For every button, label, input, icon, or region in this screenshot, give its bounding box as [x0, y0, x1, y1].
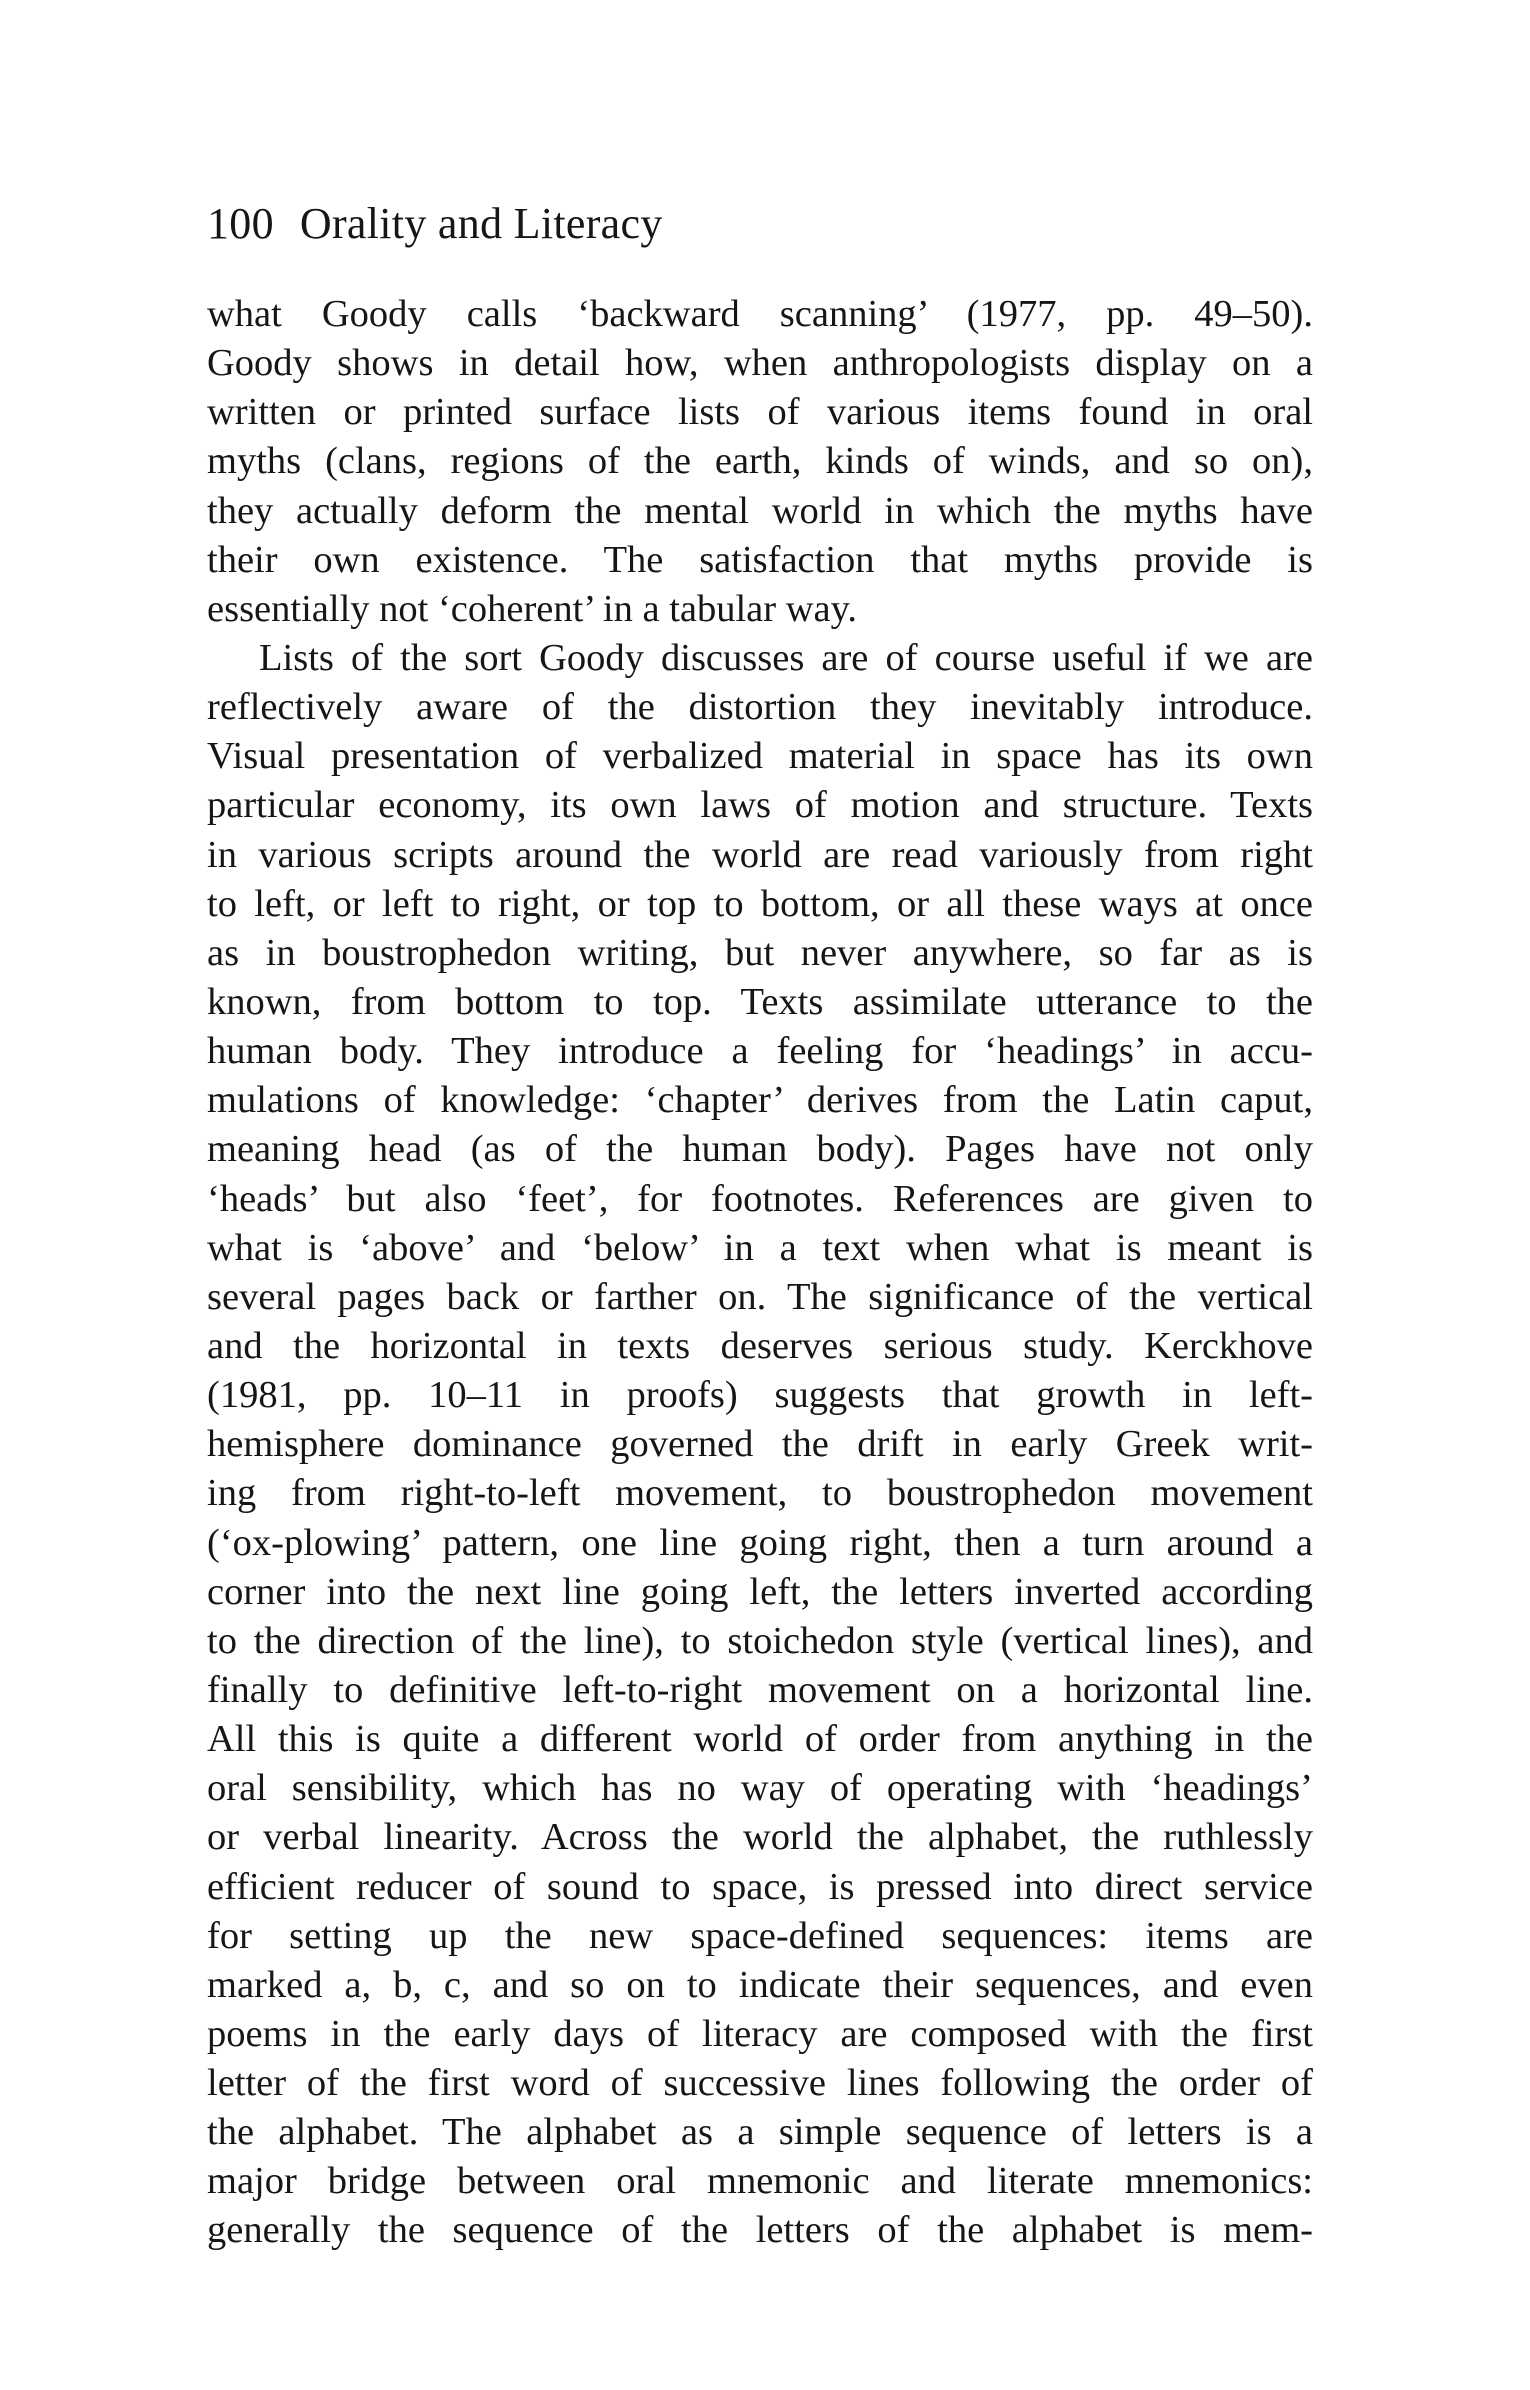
text-line: corner into the next line going left, the letters inverted according [207, 1570, 1313, 1613]
text-line: and the horizontal in texts deserves serious study. Kerckhove [207, 1324, 1313, 1367]
text-line: ‘heads’ but also ‘feet’, for footnotes. References are given to [207, 1177, 1313, 1220]
text-line: letter of the first word of successive lines following the order of [207, 2062, 1313, 2105]
text-line: finally to definitive left-to-right movement on a horizontal line. [207, 1668, 1313, 1711]
text-line: to left, or left to right, or top to bottom, or all these ways at once [207, 882, 1313, 925]
text-line: poems in the early days of literacy are composed with the first [207, 2012, 1313, 2055]
text-line: marked a, b, c, and so on to indicate their sequences, and even [207, 1963, 1313, 2006]
text-line: particular economy, its own laws of motion and structure. Texts [207, 784, 1313, 827]
text-line: their own existence. The satisfaction that myths provide is [207, 538, 1313, 581]
text-line: generally the sequence of the letters of the alphabet is mem- [207, 2209, 1313, 2252]
text-line: to the direction of the line), to stoichedon style (vertical lines), and [207, 1619, 1313, 1662]
text-line: what Goody calls ‘backward scanning’ (1977, pp. 49–50). [207, 293, 1313, 335]
text-line: human body. They introduce a feeling for ‘headings’ in accu- [207, 1030, 1313, 1073]
text-line: for setting up the new space-defined sequences: items are [207, 1914, 1313, 1957]
text-line: (1981, pp. 10–11 in proofs) suggests that growth in left- [207, 1374, 1313, 1417]
text-line: meaning head (as of the human body). Pages have not only [207, 1128, 1313, 1171]
text-line: Goody shows in detail how, when anthropologists display on a [207, 342, 1313, 385]
page-number: 100 [207, 199, 274, 248]
text-line: Visual presentation of verbalized material in space has its own [207, 735, 1313, 778]
running-head [207, 196, 663, 252]
paragraph [207, 634, 1313, 2256]
text-line: they actually deform the mental world in which the myths have [207, 489, 1313, 532]
text-line: mulations of knowledge: ‘chapter’ derives from the Latin caput, [207, 1079, 1313, 1122]
paragraph [207, 290, 1313, 634]
text-line: Lists of the sort Goody discusses are of course useful if we are [259, 636, 1313, 679]
text-line: major bridge between oral mnemonic and literate mnemonics: [207, 2160, 1313, 2203]
body-text [207, 290, 1313, 2256]
text-line: written or printed surface lists of various items found in oral [207, 391, 1313, 434]
text-line: known, from bottom to top. Texts assimilate utterance to the [207, 980, 1313, 1023]
text-line: oral sensibility, which has no way of operating with ‘headings’ [207, 1767, 1313, 1810]
text-line: or verbal linearity. Across the world the alphabet, the ruthlessly [207, 1816, 1313, 1859]
text-line: in various scripts around the world are read variously from right [207, 833, 1313, 876]
text-line: efficient reducer of sound to space, is pressed into direct service [207, 1865, 1313, 1908]
text-line: what is ‘above’ and ‘below’ in a text when what is meant is [207, 1226, 1313, 1269]
text-line: All this is quite a different world of order from anything in the [207, 1718, 1313, 1761]
text-line: essentially not ‘coherent’ in a tabular way. [207, 587, 857, 630]
text-line: the alphabet. The alphabet as a simple sequence of letters is a [207, 2111, 1313, 2154]
text-line: ing from right-to-left movement, to boustrophedon movement [207, 1472, 1313, 1515]
text-line: myths (clans, regions of the earth, kinds of winds, and so on), [207, 440, 1313, 483]
text-line: reflectively aware of the distortion they inevitably introduce. [207, 686, 1313, 729]
text-line: (‘ox-plowing’ pattern, one line going right, then a turn around a [207, 1521, 1313, 1564]
book-title: Orality and Literacy [299, 199, 663, 248]
text-line: as in boustrophedon writing, but never anywhere, so far as is [207, 931, 1313, 974]
text-line: several pages back or farther on. The significance of the vertical [207, 1275, 1313, 1318]
text-line: hemisphere dominance governed the drift in early Greek writ- [207, 1423, 1313, 1466]
